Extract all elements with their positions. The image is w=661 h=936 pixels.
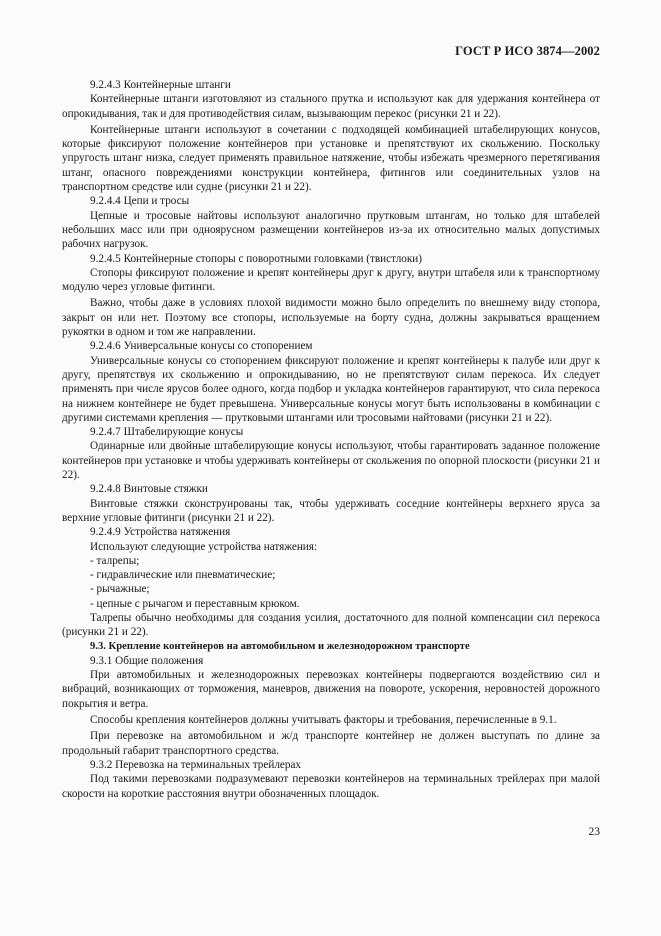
section-heading: 9.2.4.6 Универсальные конусы со стопорением — [90, 340, 313, 353]
paragraph: Способы крепления контейнеров должны учитывать факторы и требования, перечисленные в 9.1. — [90, 714, 557, 727]
paragraph: Контейнерные штанги используют в сочетании с подходящей комбинацией штабелирующих конусов, которые фиксируют положение контейнеров при установке и препятствуют их скольжению. Поскольку упругость штанг низка, следует применять правильное натяжение, чтобы избежать чрезмерного перетягивания штанг, опасного повреждениями конструкции контейнера, фитингов или соединительных узлов на транспортном средстве или судне (рисунки 21 и 22). — [62, 123, 600, 194]
paragraph: При перевозке на автомобильном и ж/д транспорте контейнер не должен выступать по длине за продольный габарит транспортного средства. — [62, 730, 600, 757]
paragraph: Одинарные или двойные штабелирующие конусы используют, чтобы гарантировать заданное положение контейнеров при установке и чтобы удерживать контейнеры от скольжения по опорной плоскости (рисунки 21 и 22). — [62, 440, 600, 482]
section-heading: 9.3. Крепление контейнеров на автомобильном и железнодорожном транспорте — [90, 640, 470, 652]
paragraph: Под такими перевозками подразумевают перевозки контейнеров на терминальных трейлерах при малой скорости на короткие расстояния внутри обозначенных площадок. — [62, 773, 600, 800]
paragraph: Универсальные конусы со стопорением фиксируют положение и крепят контейнеры к палубе или друг к другу, препятствуя их скольжению и опрокидыванию, но не препятствуют силам перекоса. Их следует применять при числе ярусов более одного, когда подбор и укладка контейнеров гарантируют, что сила перекоса на нижнем контейнере не будет превышена. Универсальные конусы могут быть использованы в комбинации с другими системами крепления — прутковыми штангами или тросовыми найтовами (рисунки 21 и 22). — [62, 354, 600, 424]
paragraph: При автомобильных и железнодорожных перевозках контейнеры подвергаются воздействию сил и вибраций, возникающих от торможения, маневров, движения на повороте, ускорения, неровностей дорожного покрытия и ветра. — [62, 669, 600, 710]
document-body — [62, 78, 600, 801]
section-heading: 9.2.4.4 Цепи и тросы — [90, 195, 190, 208]
section-heading: Используют следующие устройства натяжения: — [90, 540, 318, 553]
paragraph: Стопоры фиксируют положение и крепят контейнеры друг к другу, внутри штабеля или к транспортному модулю через угловые фитинги. — [62, 266, 600, 294]
page-number: 23 — [588, 826, 600, 838]
section-heading: 9.2.4.5 Контейнерные стопоры с поворотными головками (твистлоки) — [90, 252, 423, 265]
section-heading: 9.3.2 Перевозка на терминальных трейлерах — [90, 758, 302, 771]
paragraph: Цепные и тросовые найтовы используют аналогично прутковым штангам, но только для штабелей небольших масс или при одноярусном размещении контейнеров из-за их относительно малых допустимых рабочих нагрузок. — [62, 209, 600, 251]
section-heading: 9.3.1 Общие положения — [90, 654, 204, 667]
list-item: - гидравлические или пневматические; — [90, 569, 276, 582]
paragraph: Важно, чтобы даже в условиях плохой видимости можно было определить по внешнему виду стопора, закрыт он или нет. Поэтому все стопоры, используемые на борту судна, должны закрываться вращением рукоятки в одном и том же направлении. — [62, 297, 600, 339]
section-heading: 9.2.4.9 Устройства натяжения — [90, 526, 231, 539]
section-heading: 9.2.4.8 Винтовые стяжки — [90, 483, 208, 496]
paragraph: Талрепы обычно необходимы для создания усилия, достаточного для полной компенсации сил перекоса (рисунки 21 и 22). — [62, 611, 600, 639]
list-item: - рычажные; — [90, 583, 150, 596]
list-item: - талрепы; — [90, 554, 140, 567]
paragraph: Винтовые стяжки сконструированы так, чтобы удерживать соседние контейнеры верхнего яруса за верхние угловые фитинги (рисунки 21 и 22). — [62, 497, 600, 524]
list-item: - цепные с рычагом и переставным крюком. — [90, 597, 300, 610]
standard-header: ГОСТ Р ИСО 3874—2002 — [455, 44, 600, 58]
paragraph: Контейнерные штанги изготовляют из стального прутка и используют как для удержания контейнера от опрокидывания, так и для противодействия силам, вызывающим перекос (рисунки 21 и 22). — [62, 93, 600, 120]
section-heading: 9.2.4.7 Штабелирующие конусы — [90, 426, 244, 439]
section-heading: 9.2.4.3 Контейнерные штанги — [90, 79, 231, 91]
